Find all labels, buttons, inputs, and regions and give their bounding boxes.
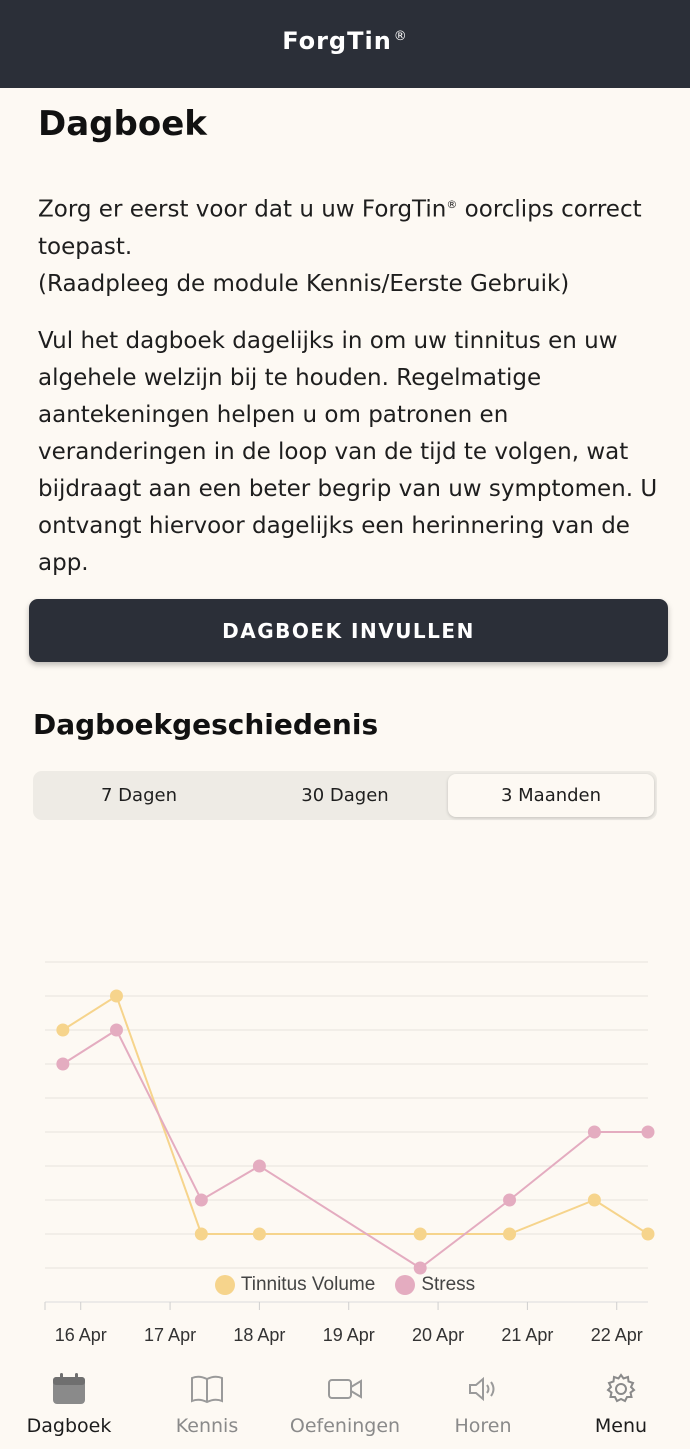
data-point xyxy=(503,1228,516,1241)
app-logo: ForgTin ® xyxy=(282,27,408,55)
series-line-tinnitus xyxy=(63,996,648,1234)
data-point xyxy=(642,1126,655,1139)
data-point xyxy=(503,1194,516,1207)
description-text: Vul het dagboek dagelijks in om uw tinnitus en uw algehele welzijn bij te houden. Regelmatige aantekeningen helpen u om patronen en veranderingen in de loop van de tijd te volgen, wat bijdraagt aan een beter begrip van uw symptomen. U ontvangt hiervoor dagelijks een herinnering van de app. xyxy=(38,328,658,576)
chart-legend xyxy=(0,1274,690,1296)
nav-menu[interactable] xyxy=(552,1356,690,1437)
nav-horen[interactable] xyxy=(414,1356,552,1437)
data-point xyxy=(253,1228,266,1241)
tab-3-months[interactable]: 3 Maanden xyxy=(448,774,654,817)
data-point xyxy=(588,1194,601,1207)
data-point xyxy=(588,1126,601,1139)
data-point xyxy=(56,1058,69,1071)
data-point xyxy=(56,1024,69,1037)
nav-oefeningen[interactable] xyxy=(276,1356,414,1437)
legend-item-tinnitus[interactable] xyxy=(215,1274,375,1296)
nav-label-menu: Menu xyxy=(594,1415,648,1437)
intro-text: Zorg er eerst voor dat u uw ForgTin® oorclips correct toepast. (Raadpleeg de module Kennis/Eerste Gebruik) xyxy=(38,196,642,297)
nav-kennis[interactable] xyxy=(138,1356,276,1437)
data-point xyxy=(414,1262,427,1275)
legend-marker-stress xyxy=(395,1275,415,1295)
nav-label-kennis: Kennis xyxy=(175,1415,239,1437)
data-point xyxy=(414,1228,427,1241)
app-header xyxy=(0,0,690,88)
gear-icon xyxy=(604,1372,638,1406)
speaker-icon xyxy=(466,1372,500,1406)
data-point xyxy=(253,1160,266,1173)
nav-label-dagboek: Dagboek xyxy=(26,1415,112,1437)
x-tick-label: 19 Apr xyxy=(322,1325,375,1345)
series-line-stress xyxy=(63,1030,648,1268)
x-tick-label: 22 Apr xyxy=(590,1325,643,1345)
fill-diary-button[interactable]: DAGBOEK INVULLEN xyxy=(29,599,668,662)
x-tick-label: 21 Apr xyxy=(501,1325,554,1345)
data-point xyxy=(195,1228,208,1241)
legend-label-stress: Stress xyxy=(421,1274,476,1295)
legend-item-stress[interactable] xyxy=(395,1274,475,1296)
nav-dagboek[interactable] xyxy=(0,1356,138,1437)
x-tick-label: 17 Apr xyxy=(144,1325,197,1345)
period-selector xyxy=(33,771,657,820)
data-point xyxy=(110,1024,123,1037)
legend-marker-tinnitus xyxy=(215,1275,235,1295)
video-icon xyxy=(328,1372,362,1406)
calendar-icon xyxy=(52,1372,86,1406)
page-title: Dagboek xyxy=(38,104,207,144)
x-tick-label: 16 Apr xyxy=(54,1325,107,1345)
history-title: Dagboekgeschiedenis xyxy=(33,708,379,741)
tab-7-days[interactable]: 7 Dagen xyxy=(101,785,177,806)
data-point xyxy=(195,1194,208,1207)
nav-label-horen: Horen xyxy=(454,1415,512,1437)
x-tick-label: 18 Apr xyxy=(233,1325,286,1345)
x-tick-label: 20 Apr xyxy=(412,1325,465,1345)
data-point xyxy=(110,990,123,1003)
book-icon xyxy=(190,1372,224,1406)
tab-30-days[interactable]: 30 Dagen xyxy=(301,785,389,806)
data-point xyxy=(642,1228,655,1241)
legend-label-tinnitus: Tinnitus Volume xyxy=(240,1274,376,1295)
history-chart xyxy=(0,848,690,1345)
nav-label-oefeningen: Oefeningen xyxy=(289,1415,401,1437)
bottom-navigation xyxy=(0,1356,690,1449)
